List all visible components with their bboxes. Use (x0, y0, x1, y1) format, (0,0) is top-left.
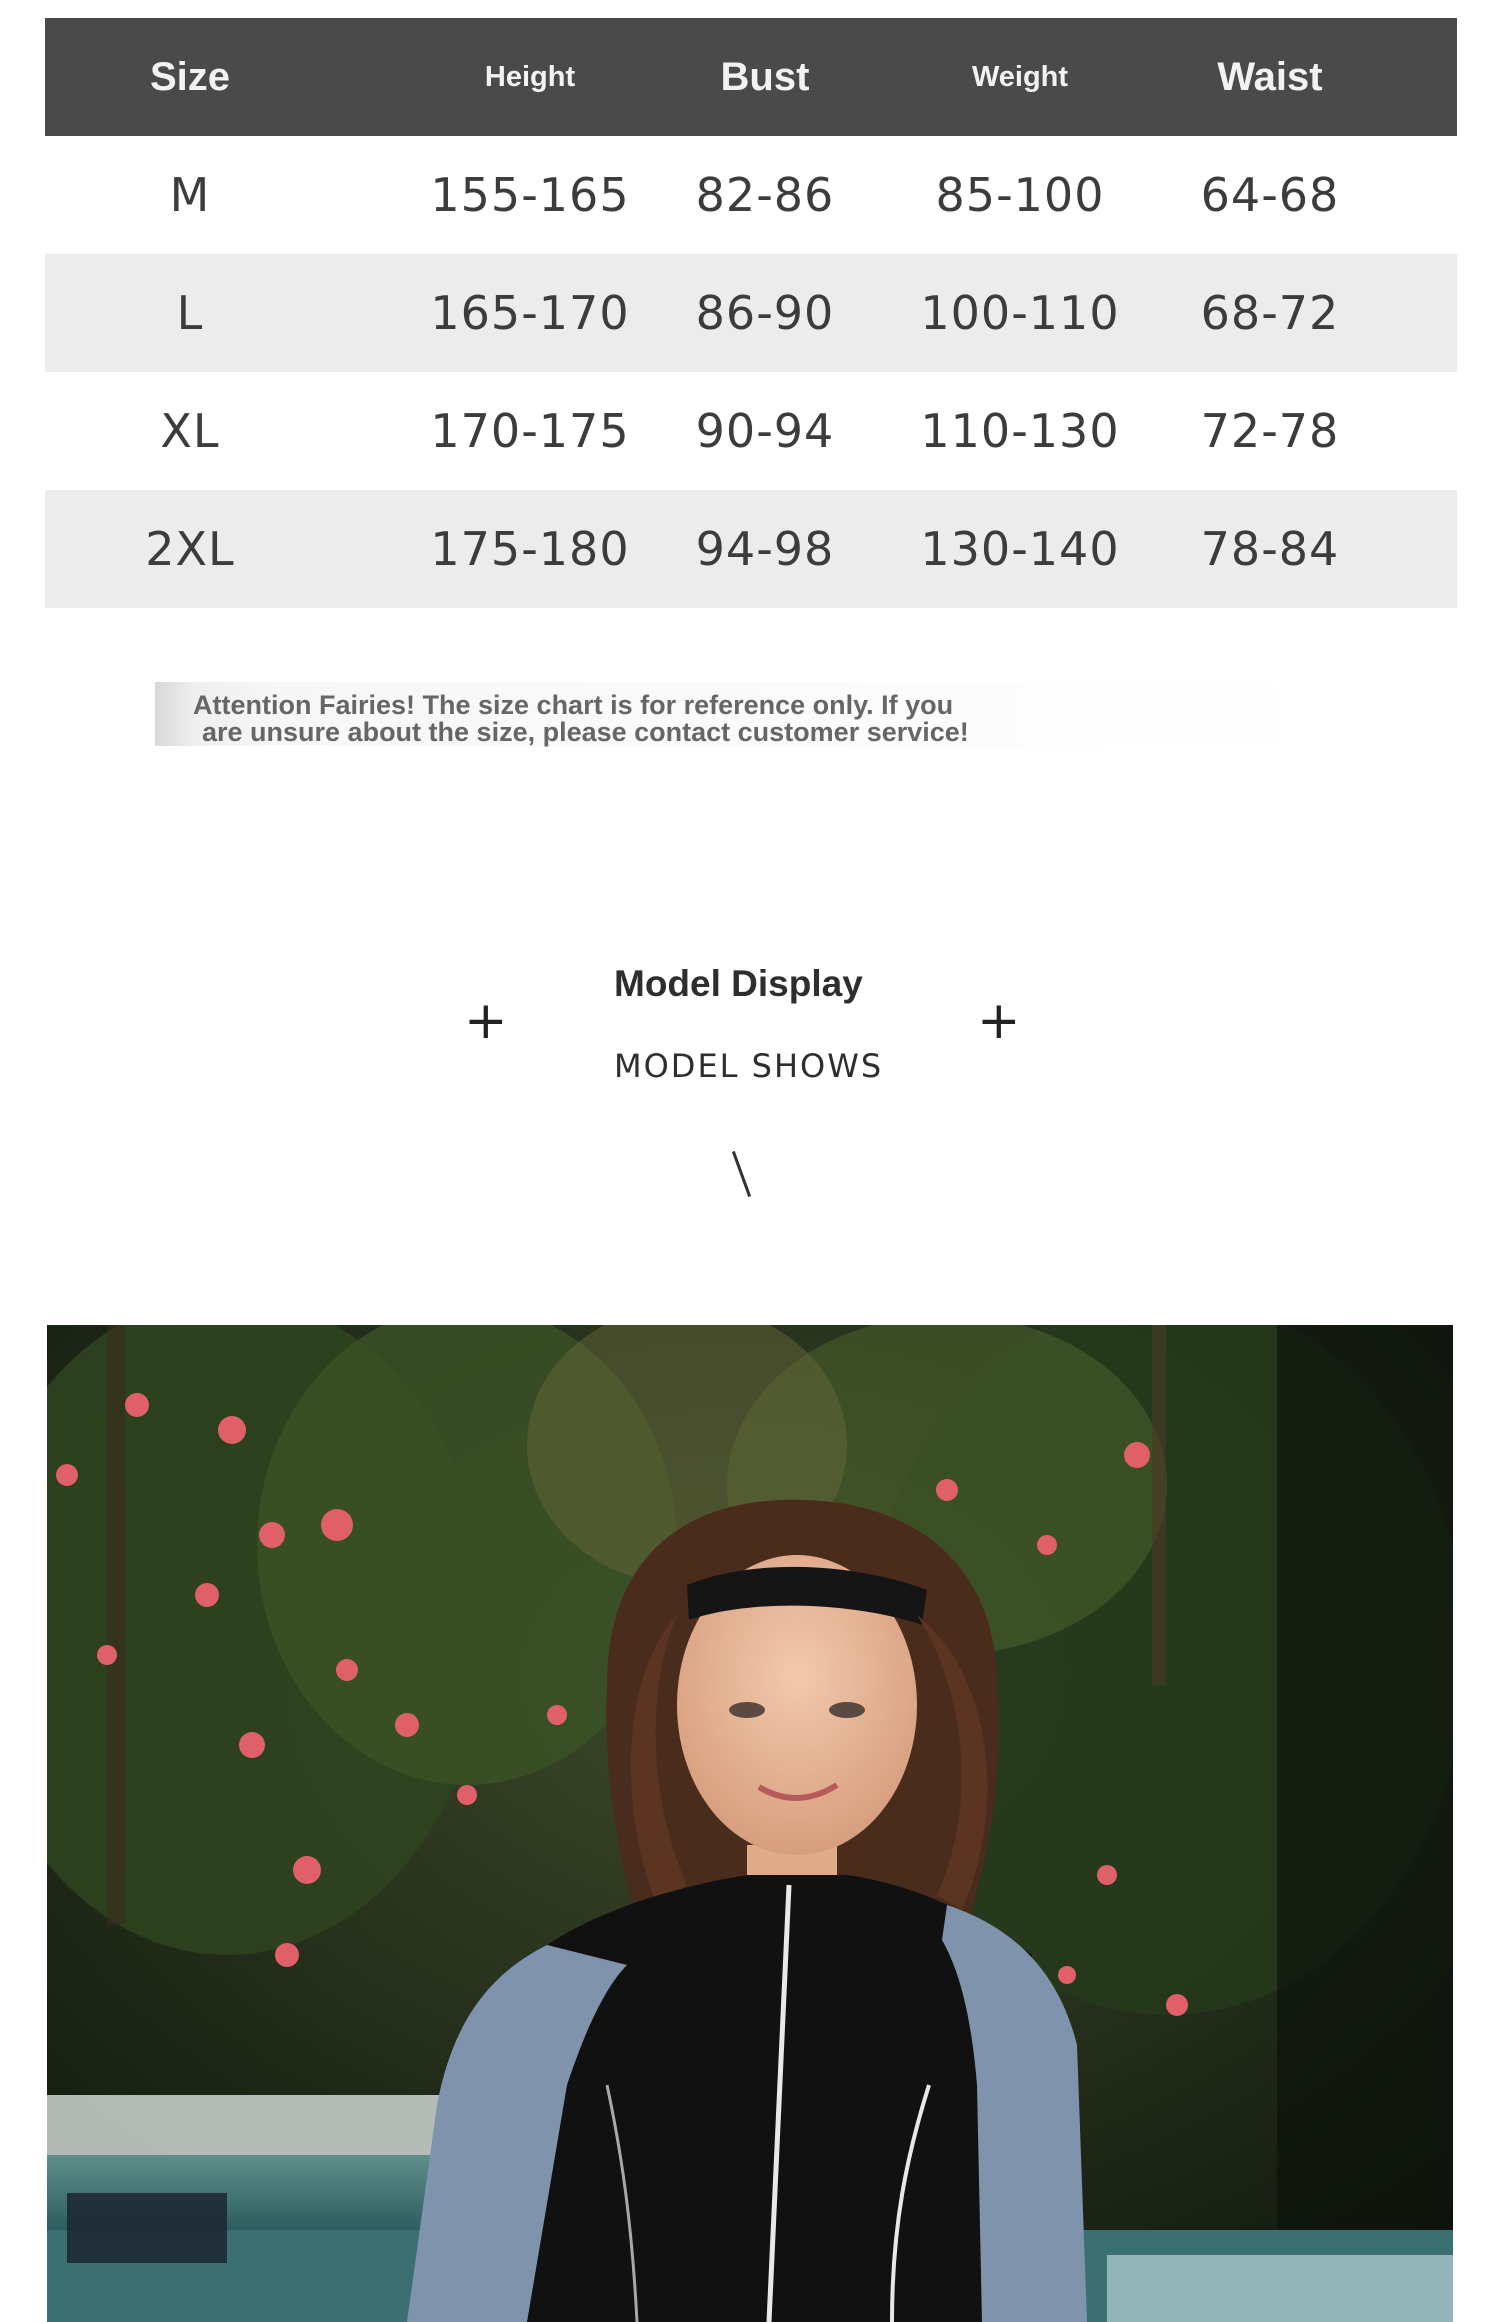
model-photo (47, 1325, 1453, 2322)
weight-cell: 110-130 (920, 404, 1120, 458)
size-chart-header-row (45, 18, 1457, 136)
waist-cell: 78-84 (1200, 522, 1340, 576)
size-notice-line-1: Attention Fairies! The size chart is for reference only. If you (193, 690, 954, 720)
size-notice-banner (155, 682, 1325, 746)
size-cell: XL (160, 404, 220, 458)
bust-cell: 82-86 (695, 168, 835, 222)
header-weight: Weight (971, 60, 1069, 93)
bust-cell: 94-98 (695, 522, 835, 576)
size-cell: M (169, 168, 211, 222)
weight-cell: 100-110 (920, 286, 1120, 340)
header-height: Height (484, 60, 576, 93)
bust-cell: 86-90 (695, 286, 835, 340)
waist-cell: 64-68 (1200, 168, 1340, 222)
size-notice-line-2: are unsure about the size, please contact customer service! (202, 717, 969, 747)
plus-icon-right: + (977, 991, 1021, 1051)
table-row (45, 254, 1457, 372)
height-cell: 165-170 (430, 286, 630, 340)
height-cell: 175-180 (430, 522, 630, 576)
size-notice-text (193, 692, 969, 746)
waist-cell: 68-72 (1200, 286, 1340, 340)
plus-icon-left: + (464, 991, 508, 1051)
size-chart-table (45, 18, 1457, 608)
header-waist: Waist (1217, 54, 1323, 99)
height-cell: 170-175 (430, 404, 630, 458)
bust-cell: 90-94 (695, 404, 835, 458)
waist-cell: 72-78 (1200, 404, 1340, 458)
model-display-title: Model Display (614, 963, 863, 1004)
slash-divider (732, 1151, 751, 1197)
header-bust: Bust (720, 54, 810, 99)
table-row (45, 372, 1457, 490)
model-display-subtitle: MODEL SHOWS (614, 1047, 884, 1085)
weight-cell: 130-140 (920, 522, 1120, 576)
model-photo-illustration (47, 1325, 1453, 2322)
size-cell: L (176, 286, 204, 340)
table-row (45, 490, 1457, 608)
table-row (45, 136, 1457, 254)
height-cell: 155-165 (430, 168, 630, 222)
size-cell: 2XL (145, 522, 235, 576)
weight-cell: 85-100 (935, 168, 1105, 222)
header-size: Size (149, 54, 231, 99)
